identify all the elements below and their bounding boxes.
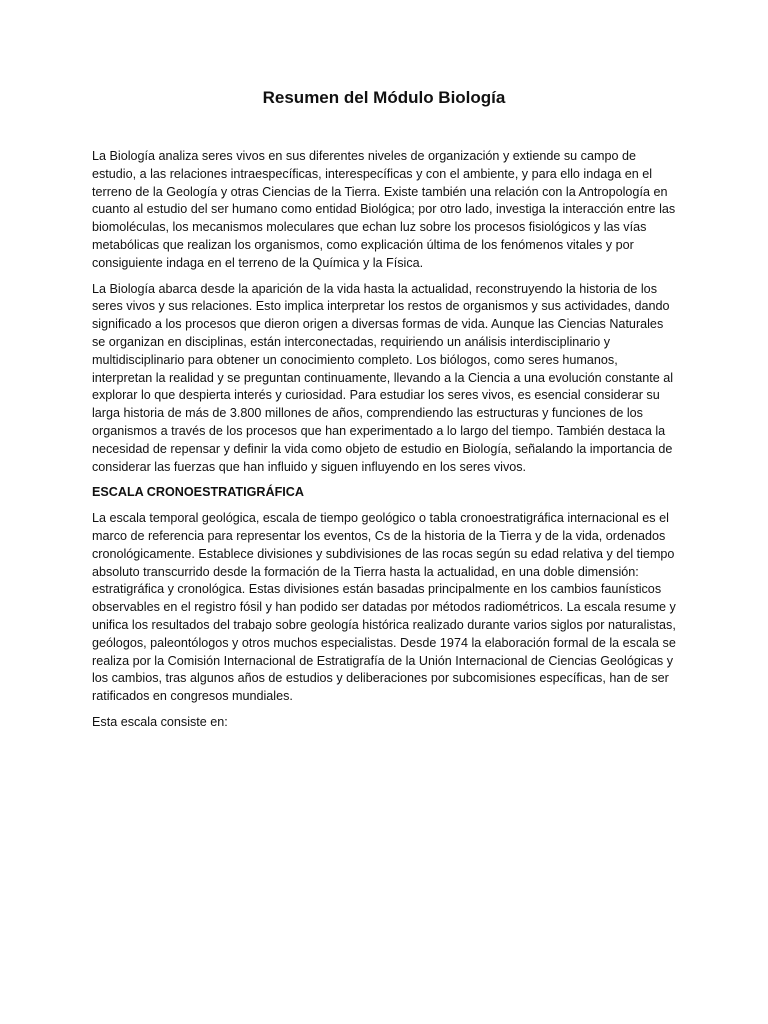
document-title: Resumen del Módulo Biología bbox=[262, 88, 506, 107]
section-paragraph: La escala temporal geológica, escala de tiempo geológico o tabla cronoestratigráfica internacional es el marco de referencia para representar los eventos, Cs de la historia de la Tierra y de la vida, ordenados cronológicamente. Establece divisiones y subdivisiones de las rocas según su edad relativa y del tiempo absoluto transcurrido desde la formación de la Tierra hasta la actualidad, en una doble dimensión: estratigráfica y cronológica. Estas divisiones están basadas principalmente en los cambios faunísticos observables en el registro fósil y han podido ser datadas por métodos radiométricos. La escala resume y unifica los resultados del trabajo sobre geología histórica realizado durante varios siglos por naturalistas, geólogos, paleontólogos y otros muchos especialistas. Desde 1974 la elaboración formal de la escala se realiza por la Comisión Internacional de Estratigrafía de la Unión Internacional de Ciencias Geológicas y los cambios, tras algunos años de estudios y deliberaciones por subcomisiones específicas, han de ser ratificados en congresos mundiales. bbox=[92, 511, 676, 704]
closing-line: Esta escala consiste en: bbox=[92, 714, 228, 729]
section-heading: ESCALA CRONOESTRATIGRÁFICA bbox=[92, 485, 304, 500]
intro-paragraph: La Biología analiza seres vivos en sus diferentes niveles de organización y extiende su campo de estudio, a las relaciones intraespecíficas, interespecíficas y con el ambiente, y para ello indaga en el terreno de la Geología y otras Ciencias de la Tierra. Existe también una relación con la Antropología en cuanto al estudio del ser humano como entidad Biológica; por otro lado, investiga la interacción entre las biomoléculas, los mecanismos moleculares que echan luz sobre los procesos fisiológicos y las vías metabólicas que realizan los organismos, como explicación última de los fenómenos vitales y por consiguiente indaga en el terreno de la Química y la Física. bbox=[92, 149, 676, 270]
history-paragraph: La Biología abarca desde la aparición de la vida hasta la actualidad, reconstruyendo la historia de los seres vivos y sus relaciones. Esto implica interpretar los restos de organismos y sus actividades, dando significado a los procesos que dieron origen a diversas formas de vida. Aunque las Ciencias Naturales se organizan en disciplinas, están interconectadas, requiriendo un análisis interdisciplinario y multidisciplinario para obtener un conocimiento completo. Los biólogos, como seres humanos, interpretan la realidad y se preguntan continuamente, llevando a la Ciencia a una evolución constante al explorar lo que despierta interés y curiosidad. Para estudiar los seres vivos, es esencial considerar su larga historia de más de 3.800 millones de años, comprendiendo las estructuras y funciones de los organismos a través de los procesos que han experimentado a lo largo del tiempo. También destaca la necesidad de repensar y definir la vida como objeto de estudio en Biología, señalando la importancia de considerar las fuerzas que han influido y siguen influyendo en los seres vivos. bbox=[92, 281, 674, 474]
document-body bbox=[92, 148, 677, 740]
